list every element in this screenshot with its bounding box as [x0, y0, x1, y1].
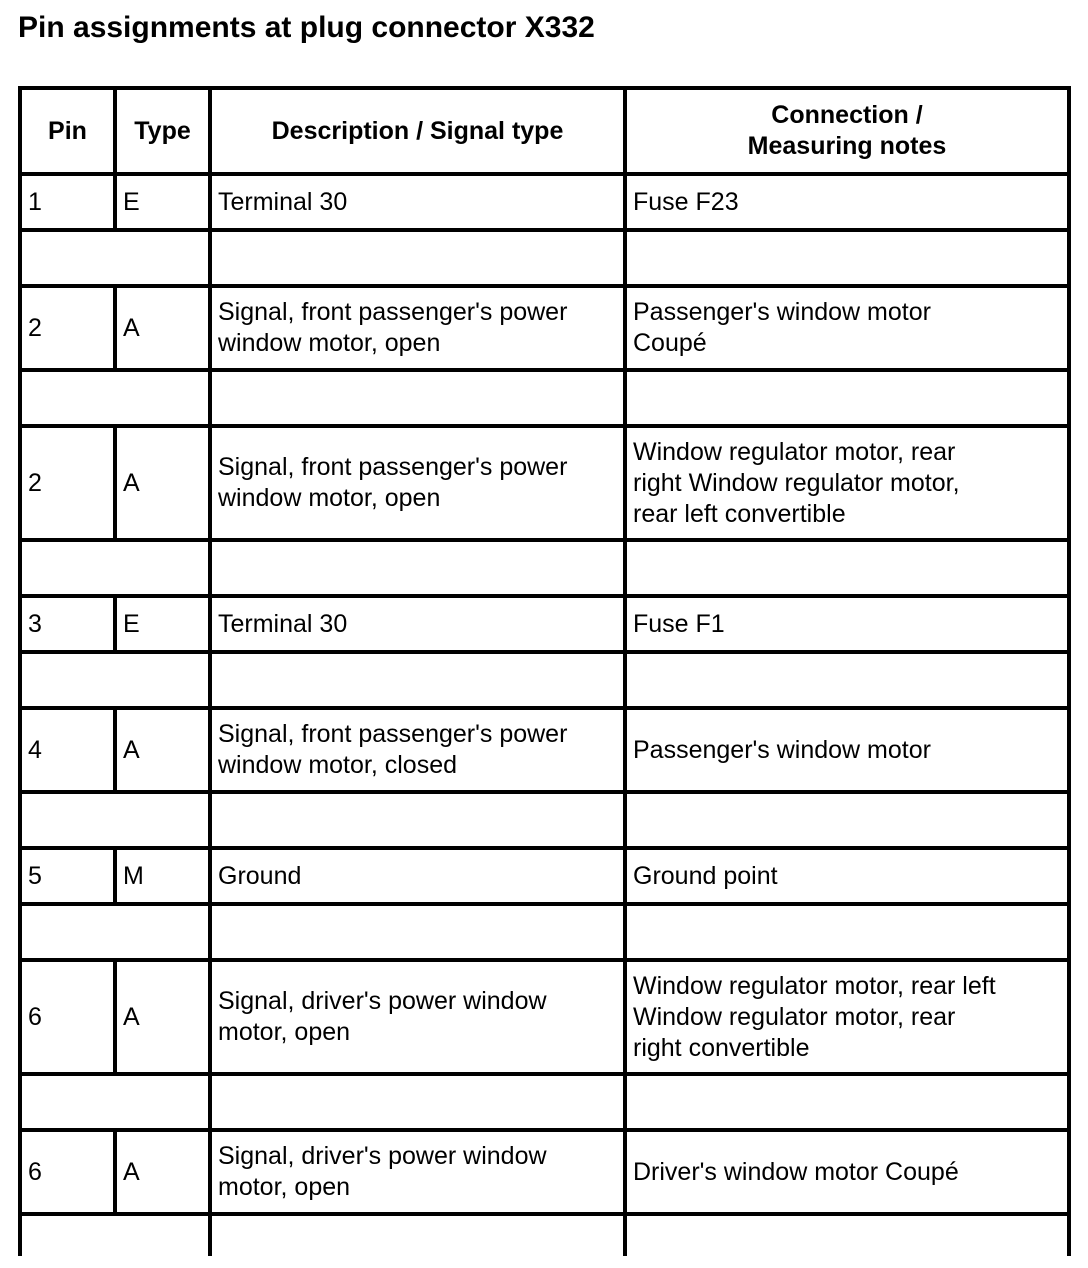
- spacer-cell: [20, 1074, 210, 1130]
- description-line: Signal, front passenger's power: [218, 453, 568, 481]
- header-connection-line1: Connection /: [771, 101, 923, 129]
- spacer-cell: [625, 230, 1069, 286]
- connection-line: right Window regulator motor,: [633, 468, 960, 497]
- header-type: Type: [115, 88, 210, 174]
- spacer-row: [20, 370, 1069, 426]
- spacer-cell: [625, 370, 1069, 426]
- table-row: [20, 1130, 1069, 1214]
- connection-cell: [625, 1130, 1069, 1214]
- connection-line: rear left convertible: [633, 499, 846, 528]
- table-row: [20, 596, 1069, 652]
- spacer-cell: [625, 1074, 1069, 1130]
- type-cell: A: [115, 286, 210, 370]
- header-pin: Pin: [20, 88, 115, 174]
- spacer-cell: [625, 792, 1069, 848]
- table-row: [20, 286, 1069, 370]
- spacer-cell: [210, 540, 625, 596]
- connection-line: Window regulator motor, rear: [633, 437, 956, 466]
- spacer-cell: [20, 370, 210, 426]
- spacer-row: [20, 230, 1069, 286]
- spacer-row: [20, 792, 1069, 848]
- description-cell: [210, 174, 625, 230]
- description-line: Ground: [218, 861, 302, 890]
- page-title: Pin assignments at plug connector X332: [18, 11, 595, 44]
- pin-cell: 3: [20, 596, 115, 652]
- pin-cell: 2: [20, 426, 115, 540]
- spacer-cell: [210, 230, 625, 286]
- connection-line: Passenger's window motor: [633, 735, 931, 764]
- pin-cell: 5: [20, 848, 115, 904]
- connection-cell: [625, 286, 1069, 370]
- description-line: window motor, closed: [218, 751, 458, 779]
- connection-line: Window regulator motor, rear: [633, 1002, 956, 1031]
- description-line: motor, open: [218, 1018, 351, 1046]
- connection-cell: [625, 596, 1069, 652]
- connection-line: Ground point: [633, 861, 778, 890]
- spacer-cell: [625, 1214, 1069, 1256]
- description-line: Terminal 30: [218, 609, 348, 638]
- table-row: [20, 708, 1069, 792]
- spacer-cell: [210, 1214, 625, 1256]
- description-line: window motor, open: [218, 329, 441, 357]
- connection-line: Window regulator motor, rear left: [633, 971, 996, 1000]
- type-cell: E: [115, 596, 210, 652]
- spacer-row: [20, 1074, 1069, 1130]
- type-cell: A: [115, 960, 210, 1074]
- description-line: Signal, driver's power window: [218, 987, 547, 1015]
- pin-cell: 1: [20, 174, 115, 230]
- spacer-cell: [20, 792, 210, 848]
- spacer-cell: [20, 540, 210, 596]
- type-cell: A: [115, 708, 210, 792]
- spacer-cell: [20, 230, 210, 286]
- description-cell: [210, 596, 625, 652]
- table-row: [20, 848, 1069, 904]
- spacer-cell: [625, 652, 1069, 708]
- table-row: [20, 174, 1069, 230]
- table-row: [20, 960, 1069, 1074]
- type-cell: E: [115, 174, 210, 230]
- type-cell: A: [115, 426, 210, 540]
- header-description: Description / Signal type: [210, 88, 625, 174]
- spacer-cell: [625, 904, 1069, 960]
- connection-cell: [625, 708, 1069, 792]
- description-cell: [210, 960, 625, 1074]
- spacer-cell: [625, 540, 1069, 596]
- connection-line: Fuse F1: [633, 609, 725, 638]
- spacer-cell: [20, 904, 210, 960]
- spacer-cell: [210, 1074, 625, 1130]
- description-line: Signal, front passenger's power: [218, 298, 568, 326]
- table-row: [20, 426, 1069, 540]
- spacer-row: [20, 904, 1069, 960]
- description-line: motor, open: [218, 1173, 351, 1201]
- connection-cell: [625, 960, 1069, 1074]
- spacer-row: [20, 1214, 1069, 1256]
- connection-line: Coupé: [633, 329, 707, 357]
- description-line: Signal, driver's power window: [218, 1142, 547, 1170]
- header-connection-line2: Measuring notes: [747, 132, 947, 160]
- description-line: window motor, open: [218, 484, 441, 512]
- spacer-cell: [210, 652, 625, 708]
- spacer-cell: [210, 370, 625, 426]
- pin-assignment-table: [18, 86, 1071, 1256]
- table-header-row: [20, 88, 1069, 174]
- description-line: Terminal 30: [218, 187, 348, 216]
- description-cell: [210, 1130, 625, 1214]
- type-cell: A: [115, 1130, 210, 1214]
- connection-cell: [625, 174, 1069, 230]
- description-cell: [210, 708, 625, 792]
- connection-line: Passenger's window motor: [633, 298, 931, 326]
- spacer-row: [20, 652, 1069, 708]
- connection-cell: [625, 426, 1069, 540]
- pin-cell: 4: [20, 708, 115, 792]
- spacer-cell: [20, 652, 210, 708]
- spacer-row: [20, 540, 1069, 596]
- pin-cell: 2: [20, 286, 115, 370]
- connection-line: right convertible: [633, 1033, 810, 1062]
- type-cell: M: [115, 848, 210, 904]
- spacer-cell: [210, 792, 625, 848]
- description-cell: [210, 286, 625, 370]
- spacer-cell: [210, 904, 625, 960]
- pin-cell: 6: [20, 960, 115, 1074]
- header-connection: [625, 88, 1069, 174]
- description-cell: [210, 426, 625, 540]
- spacer-cell: [20, 1214, 210, 1256]
- connection-cell: [625, 848, 1069, 904]
- description-line: Signal, front passenger's power: [218, 720, 568, 748]
- description-cell: [210, 848, 625, 904]
- connection-line: Fuse F23: [633, 187, 739, 216]
- pin-cell: 6: [20, 1130, 115, 1214]
- connection-line: Driver's window motor Coupé: [633, 1157, 959, 1186]
